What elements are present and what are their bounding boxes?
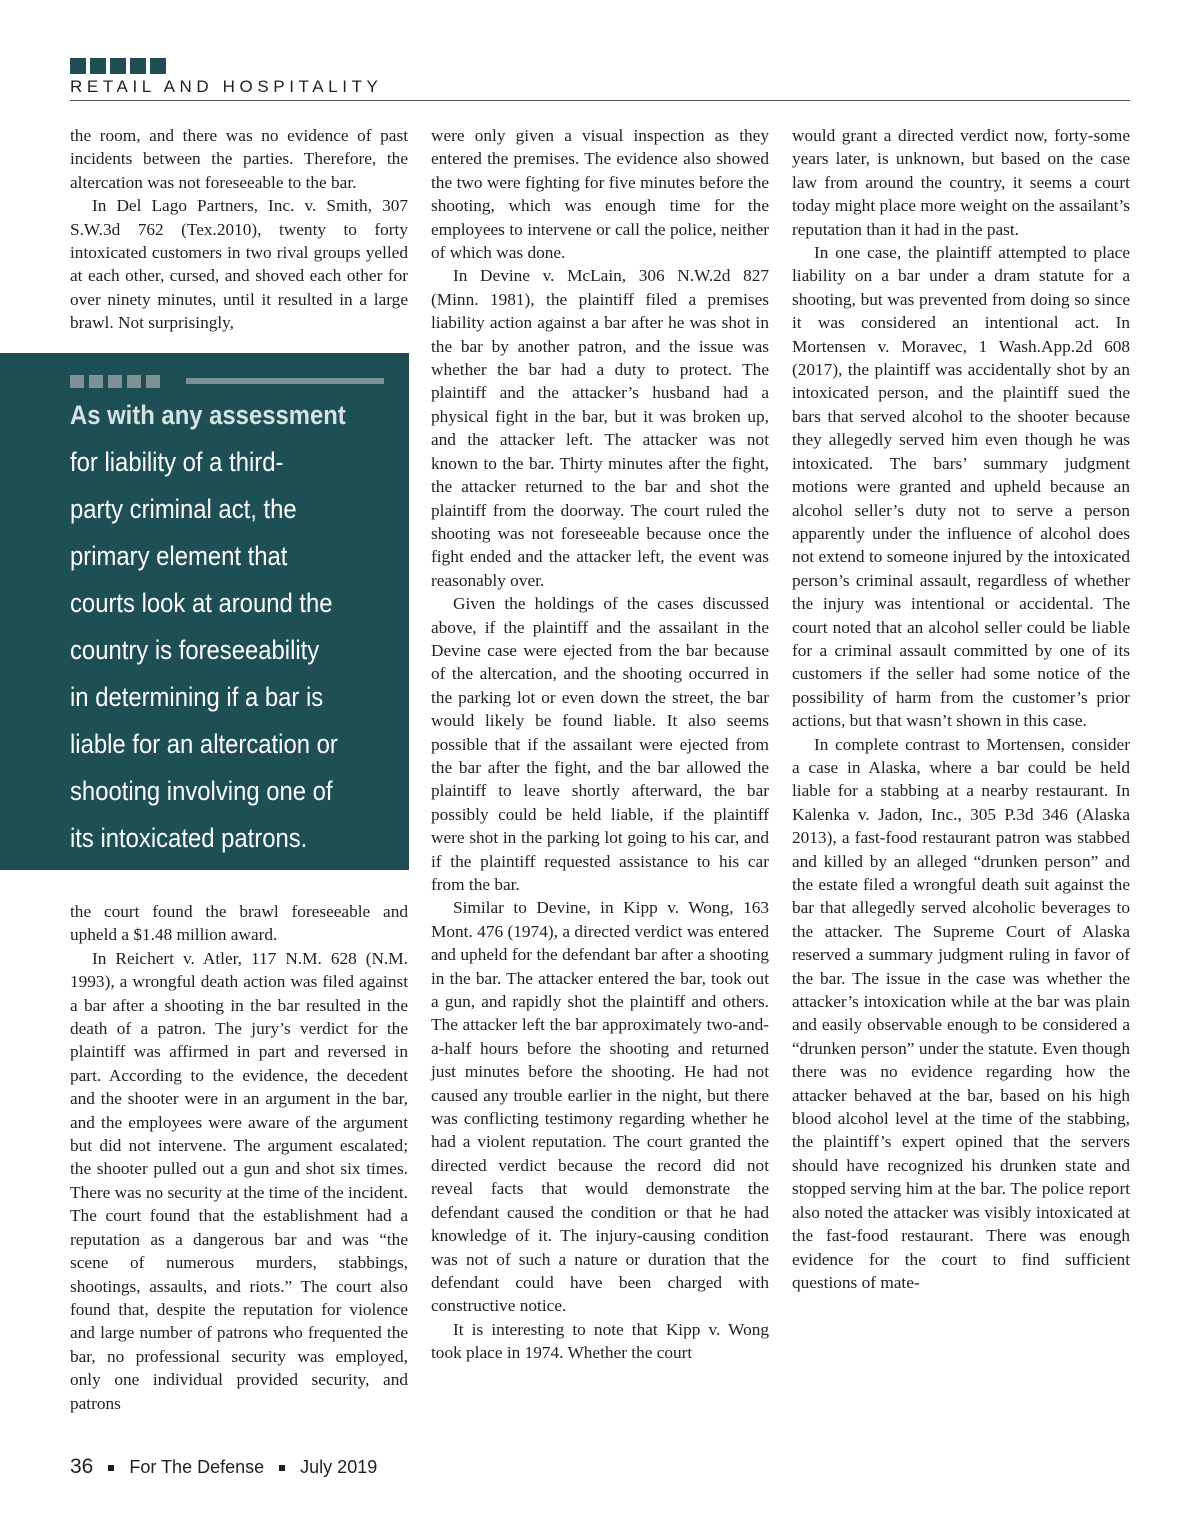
paragraph: In one case, the plaintiff attempted to place liability on a bar under a dram statute for a shooting, but was prevented from doing so since it was considered an intentional act. In Mortensen v. Moravec, 1 Wash.App.2d 608 (2017), the plaintiff was accidentally shot by an intoxicated person, and the plaintiff sued the bars that served alcohol to the shooter because they allegedly served him even though he was intoxicated. The bars’ summary judgment motions were granted and upheld because an alcohol seller’s duty not to serve a person apparently under the influence of alcohol does not extend to someone injured by the intoxicated person’s criminal assault, regardless of whether the injury was intentional or accidental. The court noted that an alcohol seller could be liable for a criminal assault committed by one of its customers if the seller had some notice of the possibility of harm from the customer’s prior actions, but that wasn’t shown in this case. — [792, 243, 1130, 731]
pull-quote-line: for liability of a third- — [70, 447, 284, 477]
issue-date: July 2019 — [300, 1457, 378, 1477]
pull-square — [127, 375, 141, 388]
paragraph: Similar to Devine, in Kipp v. Wong, 163 Mont. 476 (1974), a directed verdict was entered and upheld for the defendant bar after a shooting in the bar. The attacker entered the bar, took out a gun, and rapidly shot the plaintiff and others. The attacker left the bar approximately two-and-a-half hours before the shooting and returned just minutes before the shooting. He had not caused any trouble earlier in the night, but there was conflicting testimony regarding whether he had a violent reputation. The court granted the directed verdict because the record did not reveal facts that would demonstrate the defendant caused the condition or that he had knowledge of it. The injury-causing condition was not of such a nature or duration that the defendant could have been charged with constructive notice. — [431, 898, 769, 1316]
pull-quote — [70, 392, 367, 862]
pull-quote-line: liable for an altercation or — [70, 729, 338, 759]
pull-quote-line: courts look at around the — [70, 588, 333, 618]
pull-quote-line: its intoxicated patrons. — [70, 823, 308, 853]
footer-bullet — [108, 1465, 114, 1471]
pull-square — [146, 375, 160, 388]
column-3 — [792, 124, 1130, 1294]
paragraph: It is interesting to note that Kipp v. Wong took place in 1974. Whether the court — [431, 1319, 769, 1363]
page-number: 36 — [70, 1455, 94, 1478]
paragraph: Given the holdings of the cases discussed above, if the plaintiff and the assailant in the Devine case were ejected from the bar because of the altercation, and the shooting occurred in the parking lot or even down the street, the bar would likely be found liable. It also seems possible that if the assailant were ejected from the bar after the fight, and the bar allowed the plaintiff to leave shortly afterward, the bar possibly could be held liable, if the plaintiff were shot in the parking lot going to his car, and if the plaintiff requested assistance to his car from the bar. — [431, 594, 769, 894]
header-squares — [70, 58, 170, 74]
header-square — [150, 58, 166, 74]
section-label: RETAIL AND HOSPITALITY — [70, 77, 383, 96]
pull-quote-squares — [70, 375, 165, 388]
pull-square — [108, 375, 122, 388]
pull-quote-line: primary element that — [70, 541, 288, 571]
page-footer — [70, 1455, 377, 1479]
pull-square — [89, 375, 103, 388]
header-rule — [70, 100, 1130, 101]
header-square — [130, 58, 146, 74]
column-2 — [431, 124, 769, 1365]
pull-quote-lead: As with any assessment — [70, 400, 346, 430]
pull-quote-line: shooting involving one of — [70, 776, 333, 806]
header-square — [90, 58, 106, 74]
pull-quote-line: country is foreseeability — [70, 635, 320, 665]
column-1-top — [70, 124, 408, 335]
header-square — [70, 58, 86, 74]
pull-quote-line: party criminal act, the — [70, 494, 297, 524]
pull-square — [70, 375, 84, 388]
paragraph: were only given a visual inspection as they entered the premises. The evidence also showed the two were fighting for five minutes before the shooting, which was enough time for the employees to intervene or call the police, neither of which was done. — [431, 126, 769, 263]
paragraph: the room, and there was no evidence of past incidents between the parties. Therefore, the altercation was not foreseeable to the bar. — [70, 126, 408, 192]
publication-name: For The Defense — [129, 1457, 265, 1477]
paragraph: In complete contrast to Mortensen, consider a case in Alaska, where a bar could be held liable for a stabbing at a nearby restaurant. In Kalenka v. Jadon, Inc., 305 P.3d 346 (Alaska 2013), a fast-food restaurant patron was stabbed and killed by an alleged “drunken person” and the estate filed a wrongful death suit against the bar that allegedly served alcoholic beverages to the attacker. The Supreme Court of Alaska reserved a summary judgment ruling in favor of the bar. The issue in the case was whether the attacker’s intoxication while at the bar was plain and easily observable enough to be considered a “drunken person” under the statute. Even though there was no evidence regarding how the attacker behaved at the bar, based on his high blood alcohol level at the time of the stabbing, the plaintiff’s expert opined that the servers should have recognized his drunken state and stopped serving him at the bar. The police report also noted the attacker was visibly intoxicated at the fast-food restaurant. There was enough evidence for the court to find sufficient questions of mate- — [792, 734, 1130, 1292]
paragraph: the court found the brawl foreseeable and upheld a $1.48 million award. — [70, 902, 408, 945]
footer-bullet — [279, 1465, 285, 1471]
paragraph: In Devine v. McLain, 306 N.W.2d 827 (Minn. 1981), the plaintiff filed a premises liability action against a bar after he was shot in the bar by another patron, and the issue was whether the bar had a duty to protect. The plaintiff and the attacker’s husband had a physical fight in the bar, but it was broken up, and the attacker left. The attacker was not known to the bar. Thirty minutes after the fight, the attacker returned to the bar and shot the plaintiff from the doorway. The court ruled the shooting was not foreseeable because once the fight ended and the attacker left, the event was reasonably over. — [431, 266, 769, 590]
pull-quote-rule — [186, 378, 384, 384]
header-square — [110, 58, 126, 74]
column-1-bottom — [70, 900, 408, 1415]
paragraph: would grant a directed verdict now, forty-some years later, is unknown, but based on the case law from around the country, it seems a court today might place more weight on the assailant’s reputation than it had in the past. — [792, 126, 1130, 239]
paragraph: In Reichert v. Atler, 117 N.M. 628 (N.M. 1993), a wrongful death action was filed against a bar after a shooting in the bar resulted in the death of a patron. The jury’s verdict for the plaintiff was affirmed in part and reversed in part. According to the evidence, the decedent and the shooter were in an argument in the bar, and the employees were aware of the argument but did not intervene. The argument escalated; the shooter pulled out a gun and shot six times. There was no security at the time of the incident. The court found that the establishment had a reputation as a dangerous bar and was “the scene of numerous murders, stabbings, shootings, assaults, and riots.” The court also found that, despite the reputation for violence and large number of patrons who frequented the bar, no professional security was employed, only one individual provided security, and patrons — [70, 948, 408, 1413]
pull-quote-line: in determining if a bar is — [70, 682, 324, 712]
paragraph: In Del Lago Partners, Inc. v. Smith, 307 S.W.3d 762 (Tex.2010), twenty to forty intoxicated customers in two rival groups yelled at each other, cursed, and shoved each other for over ninety minutes, until it resulted in a large brawl. Not surprisingly, — [70, 196, 408, 333]
